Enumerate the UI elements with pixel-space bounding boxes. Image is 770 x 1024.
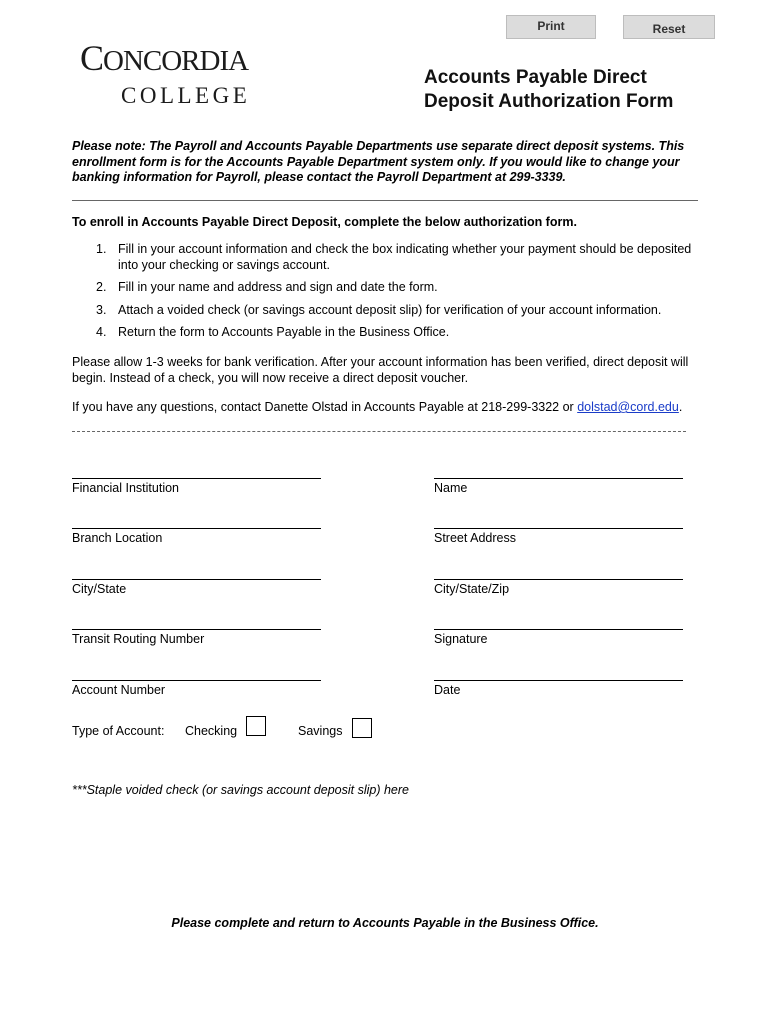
step-text: Fill in your name and address and sign and date the form. xyxy=(118,280,438,294)
step-number: 3. xyxy=(96,302,107,317)
branch-location-label: Branch Location xyxy=(72,531,163,545)
logo-subtitle: COLLEGE xyxy=(121,83,251,108)
step-number: 2. xyxy=(96,280,107,294)
signature-label: Signature xyxy=(434,632,488,646)
email-link[interactable]: dolstad@cord.edu xyxy=(577,400,679,414)
financial-institution-label: Financial Institution xyxy=(72,481,180,495)
bank-city-state-label: City/State xyxy=(72,582,127,596)
cut-line xyxy=(72,431,686,432)
instruction-list xyxy=(72,242,702,348)
instruction-step xyxy=(72,280,702,296)
account-number-label: Account Number xyxy=(72,683,166,697)
step-text: Return the form to Accounts Payable in the Business Office. xyxy=(118,325,450,339)
account-number-field[interactable] xyxy=(72,680,321,681)
verification-paragraph: Please allow 1-3 weeks for bank verification. After your account information has been verified, direct deposit will begin. Instead of a check, you will now receive a direct deposit voucher. xyxy=(72,355,689,385)
checking-label: Checking xyxy=(185,724,238,738)
city-state-zip-label: City/State/Zip xyxy=(434,582,510,596)
name-label: Name xyxy=(434,481,468,495)
financial-institution-field[interactable] xyxy=(72,478,321,479)
enroll-heading: To enroll in Accounts Payable Direct Deposit, complete the below authorization form. xyxy=(72,215,577,229)
reset-button[interactable]: Reset xyxy=(623,15,715,39)
form-title-line1: Accounts Payable Direct xyxy=(424,67,647,88)
logo-wordmark: ONCORDIA xyxy=(103,45,249,77)
print-button[interactable]: Print xyxy=(506,15,596,39)
checking-checkbox[interactable] xyxy=(246,716,266,736)
staple-note: ***Staple voided check (or savings account deposit slip) here xyxy=(72,783,409,797)
city-state-zip-field[interactable] xyxy=(434,579,683,580)
account-type-label: Type of Account: xyxy=(72,724,165,738)
payroll-note: Please note: The Payroll and Accounts Payable Departments use separate direct deposit systems. This enrollment form is for the Accounts Payable Department system only. If you would like to change your banking information for Payroll, please contact the Payroll Department at 299-3339. xyxy=(72,139,685,184)
date-field[interactable] xyxy=(434,680,683,681)
step-number: 4. xyxy=(96,325,107,339)
bank-city-state-field[interactable] xyxy=(72,579,321,580)
college-logo xyxy=(80,38,248,81)
instruction-step xyxy=(72,303,702,319)
instruction-step xyxy=(72,242,702,273)
form-title-line2: Deposit Authorization Form xyxy=(424,91,674,112)
section-divider xyxy=(72,200,698,201)
savings-label: Savings xyxy=(298,724,343,738)
questions-paragraph xyxy=(72,400,702,416)
date-label: Date xyxy=(434,683,461,697)
step-number: 1. xyxy=(96,242,107,256)
signature-field[interactable] xyxy=(434,629,683,630)
step-text: Attach a voided check (or savings account deposit slip) for verification of your account information. xyxy=(118,302,662,317)
routing-number-label: Transit Routing Number xyxy=(72,632,205,646)
questions-text: If you have any questions, contact Danette Olstad in Accounts Payable at 218-299-3322 or xyxy=(72,400,578,414)
branch-location-field[interactable] xyxy=(72,528,321,529)
questions-end: . xyxy=(678,400,683,414)
name-field[interactable] xyxy=(434,478,683,479)
footer-instruction: Please complete and return to Accounts Payable in the Business Office. xyxy=(171,916,599,930)
form-title xyxy=(424,66,673,114)
logo-initial: C xyxy=(80,38,104,78)
instruction-step xyxy=(72,325,702,341)
savings-checkbox[interactable] xyxy=(352,718,372,738)
routing-number-field[interactable] xyxy=(72,629,321,630)
street-address-label: Street Address xyxy=(434,531,516,545)
street-address-field[interactable] xyxy=(434,528,683,529)
step-text: Fill in your account information and check the box indicating whether your payment should be deposited into your checking or savings account. xyxy=(118,242,692,272)
